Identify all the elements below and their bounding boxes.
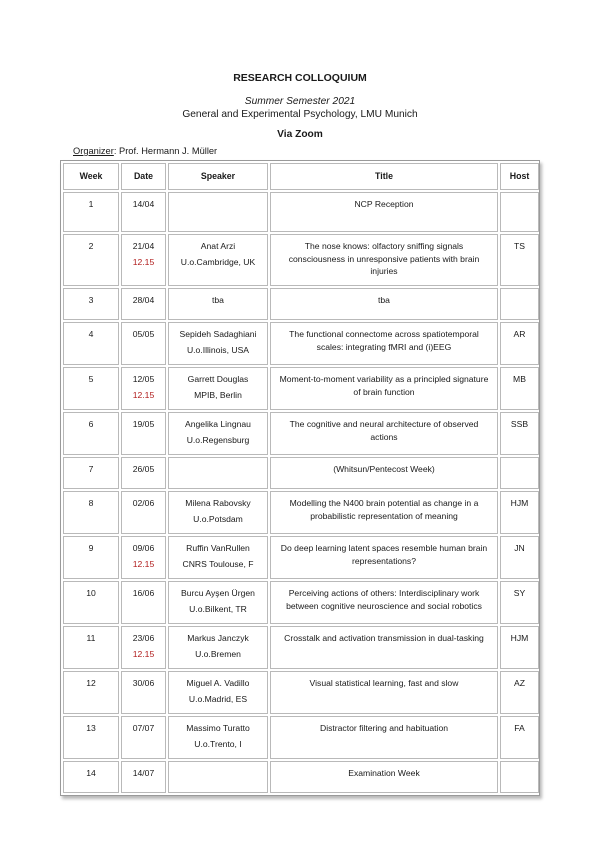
week-number: 7	[88, 464, 94, 474]
week-cell	[63, 457, 119, 489]
week-cell	[63, 761, 119, 793]
host-cell	[500, 412, 539, 455]
table-row	[63, 761, 539, 793]
host-initials: AR	[513, 329, 526, 339]
time-value: 12.15	[132, 558, 155, 569]
host-initials: SY	[513, 588, 526, 598]
date-value: 12/05	[132, 374, 155, 384]
date-cell	[121, 536, 166, 579]
talk-title: Perceiving actions of others: Interdisciplinary work between cognitive neuroscience and social robotics	[286, 588, 482, 611]
table-row	[63, 192, 539, 232]
organizer-line	[73, 146, 217, 156]
speaker-cell	[168, 367, 268, 410]
date-value: 30/06	[132, 678, 155, 688]
title-cell	[270, 234, 498, 286]
title-cell	[270, 367, 498, 410]
week-cell	[63, 322, 119, 365]
talk-title: The nose knows: olfactory sniffing signals consciousness in unresponsive patients with brain injuries	[288, 241, 480, 276]
week-number: 13	[86, 723, 96, 733]
date-cell	[121, 716, 166, 759]
talk-title: Modelling the N400 brain potential as change in a probabilistic representation of meaning	[289, 498, 479, 521]
table-row	[63, 716, 539, 759]
talk-title: The functional connectome across spatiotemporal scales: integrating fMRI and (i)EEG	[289, 329, 479, 352]
week-number: 11	[86, 633, 96, 643]
host-cell	[500, 626, 539, 669]
week-number: 4	[88, 329, 94, 339]
talk-title: (Whitsun/Pentecost Week)	[333, 464, 435, 474]
table-row	[63, 288, 539, 320]
week-cell	[63, 288, 119, 320]
organizer-label: Organizer	[73, 146, 114, 156]
talk-title: Visual statistical learning, fast and slow	[309, 678, 459, 688]
speaker-affiliation: U.o.Bremen	[195, 648, 241, 659]
speaker-cell	[168, 536, 268, 579]
date-cell	[121, 367, 166, 410]
title-cell	[270, 412, 498, 455]
date-cell	[121, 412, 166, 455]
header-week: Week	[63, 163, 119, 190]
header-speaker: Speaker	[168, 163, 268, 190]
table-row	[63, 234, 539, 286]
date-cell	[121, 322, 166, 365]
talk-title: Examination Week	[348, 768, 420, 778]
speaker-name: Anat Arzi	[200, 241, 236, 251]
speaker-cell	[168, 581, 268, 624]
speaker-cell	[168, 288, 268, 320]
speaker-cell	[168, 626, 268, 669]
speaker-cell	[168, 192, 268, 232]
table-row	[63, 412, 539, 455]
talk-title: Moment-to-moment variability as a principled signature of brain function	[279, 374, 489, 397]
week-cell	[63, 491, 119, 534]
table-row	[63, 491, 539, 534]
title-cell	[270, 626, 498, 669]
schedule-table-container	[60, 160, 540, 796]
speaker-name: Garrett Douglas	[187, 374, 249, 384]
header-title: Title	[270, 163, 498, 190]
date-value: 09/06	[132, 543, 155, 553]
date-value: 16/06	[132, 588, 155, 598]
date-value: 26/05	[132, 464, 155, 474]
speaker-cell	[168, 671, 268, 714]
table-header-row	[63, 163, 539, 190]
week-cell	[63, 671, 119, 714]
table-row	[63, 367, 539, 410]
host-initials: HJM	[510, 633, 529, 643]
week-cell	[63, 367, 119, 410]
date-value: 28/04	[132, 295, 155, 305]
speaker-cell	[168, 491, 268, 534]
speaker-name: Angelika Lingnau	[185, 419, 251, 429]
host-initials: AZ	[514, 678, 525, 688]
host-initials: MB	[513, 374, 526, 384]
date-value: 21/04	[132, 241, 155, 251]
title-cell	[270, 716, 498, 759]
speaker-affiliation: U.o.Madrid, ES	[188, 693, 248, 704]
week-cell	[63, 536, 119, 579]
speaker-name: Massimo Turatto	[186, 723, 250, 733]
week-number: 12	[86, 678, 96, 688]
speaker-affiliation: CNRS Toulouse, F	[182, 558, 254, 569]
speaker-cell	[168, 412, 268, 455]
organizer-value: : Prof. Hermann J. Müller	[113, 146, 218, 156]
title-cell	[270, 457, 498, 489]
week-cell	[63, 234, 119, 286]
date-value: 05/05	[132, 329, 155, 339]
schedule-table	[61, 161, 541, 795]
host-cell	[500, 491, 539, 534]
speaker-cell	[168, 716, 268, 759]
speaker-cell	[168, 322, 268, 365]
date-cell	[121, 457, 166, 489]
week-number: 5	[88, 374, 94, 384]
host-cell	[500, 367, 539, 410]
date-cell	[121, 491, 166, 534]
week-number: 1	[88, 199, 94, 209]
date-value: 07/07	[132, 723, 155, 733]
table-row	[63, 671, 539, 714]
header-host: Host	[500, 163, 539, 190]
host-cell	[500, 536, 539, 579]
talk-title: tba	[378, 295, 390, 305]
title-cell	[270, 288, 498, 320]
date-value: 19/05	[132, 419, 155, 429]
speaker-affiliation: U.o.Cambridge, UK	[180, 256, 256, 267]
talk-title: NCP Reception	[354, 199, 414, 209]
title-cell	[270, 322, 498, 365]
speaker-name: Milena Rabovsky	[185, 498, 251, 508]
week-cell	[63, 581, 119, 624]
speaker-cell	[168, 761, 268, 793]
speaker-name: Miguel A. Vadillo	[186, 678, 250, 688]
date-value: 14/07	[132, 768, 155, 778]
table-row	[63, 536, 539, 579]
date-cell	[121, 288, 166, 320]
speaker-name: Ruffin VanRullen	[186, 543, 250, 553]
title-cell	[270, 491, 498, 534]
week-number: 2	[88, 241, 94, 251]
time-value: 12.15	[132, 256, 155, 267]
table-row	[63, 322, 539, 365]
time-value: 12.15	[132, 648, 155, 659]
speaker-name: Sepideh Sadaghiani	[179, 329, 257, 339]
week-number: 6	[88, 419, 94, 429]
talk-title: The cognitive and neural architecture of observed actions	[289, 419, 479, 442]
date-cell	[121, 234, 166, 286]
talk-title: Crosstalk and activation transmission in dual-tasking	[284, 633, 484, 643]
document-title: RESEARCH COLLOQUIUM	[233, 72, 367, 84]
host-cell	[500, 761, 539, 793]
host-cell	[500, 581, 539, 624]
table-row	[63, 626, 539, 669]
week-number: 10	[86, 588, 96, 598]
week-cell	[63, 192, 119, 232]
week-cell	[63, 626, 119, 669]
speaker-name: tba	[212, 295, 224, 305]
speaker-cell	[168, 457, 268, 489]
title-cell	[270, 761, 498, 793]
speaker-affiliation: U.o.Potsdam	[193, 513, 243, 524]
host-cell	[500, 288, 539, 320]
date-cell	[121, 626, 166, 669]
date-value: 02/06	[132, 498, 155, 508]
speaker-affiliation: U.o.Trento, I	[194, 738, 242, 749]
date-cell	[121, 192, 166, 232]
date-cell	[121, 581, 166, 624]
title-cell	[270, 671, 498, 714]
week-number: 9	[88, 543, 94, 553]
host-initials: JN	[514, 543, 525, 553]
date-value: 14/04	[132, 199, 155, 209]
speaker-affiliation: U.o.Illinois, USA	[186, 344, 250, 355]
department-label: General and Experimental Psychology, LMU Munich	[182, 109, 418, 120]
title-cell	[270, 536, 498, 579]
host-cell	[500, 671, 539, 714]
host-cell	[500, 192, 539, 232]
talk-title: Distractor filtering and habituation	[319, 723, 449, 733]
talk-title: Do deep learning latent spaces resemble human brain representations?	[280, 543, 488, 566]
speaker-affiliation: U.o.Bilkent, TR	[189, 603, 247, 614]
host-initials: TS	[514, 241, 525, 251]
week-cell	[63, 716, 119, 759]
date-value: 23/06	[132, 633, 155, 643]
date-cell	[121, 761, 166, 793]
host-cell	[500, 716, 539, 759]
speaker-name: Burcu Ayşen Ürgen	[181, 588, 255, 598]
time-value: 12.15	[132, 389, 155, 400]
title-cell	[270, 192, 498, 232]
host-cell	[500, 322, 539, 365]
host-cell	[500, 457, 539, 489]
host-initials: SSB	[510, 419, 529, 429]
date-cell	[121, 671, 166, 714]
week-number: 3	[88, 295, 94, 305]
header-date: Date	[121, 163, 166, 190]
host-initials: HJM	[510, 498, 529, 508]
table-row	[63, 457, 539, 489]
speaker-cell	[168, 234, 268, 286]
table-row	[63, 581, 539, 624]
via-label: Via Zoom	[277, 129, 323, 140]
title-cell	[270, 581, 498, 624]
speaker-name: Markus Janczyk	[187, 633, 249, 643]
week-number: 14	[86, 768, 96, 778]
week-number: 8	[88, 498, 94, 508]
semester-label: Summer Semester 2021	[244, 96, 356, 107]
host-initials: FA	[514, 723, 525, 733]
host-cell	[500, 234, 539, 286]
speaker-affiliation: MPIB, Berlin	[194, 389, 242, 400]
week-cell	[63, 412, 119, 455]
speaker-affiliation: U.o.Regensburg	[186, 434, 250, 445]
